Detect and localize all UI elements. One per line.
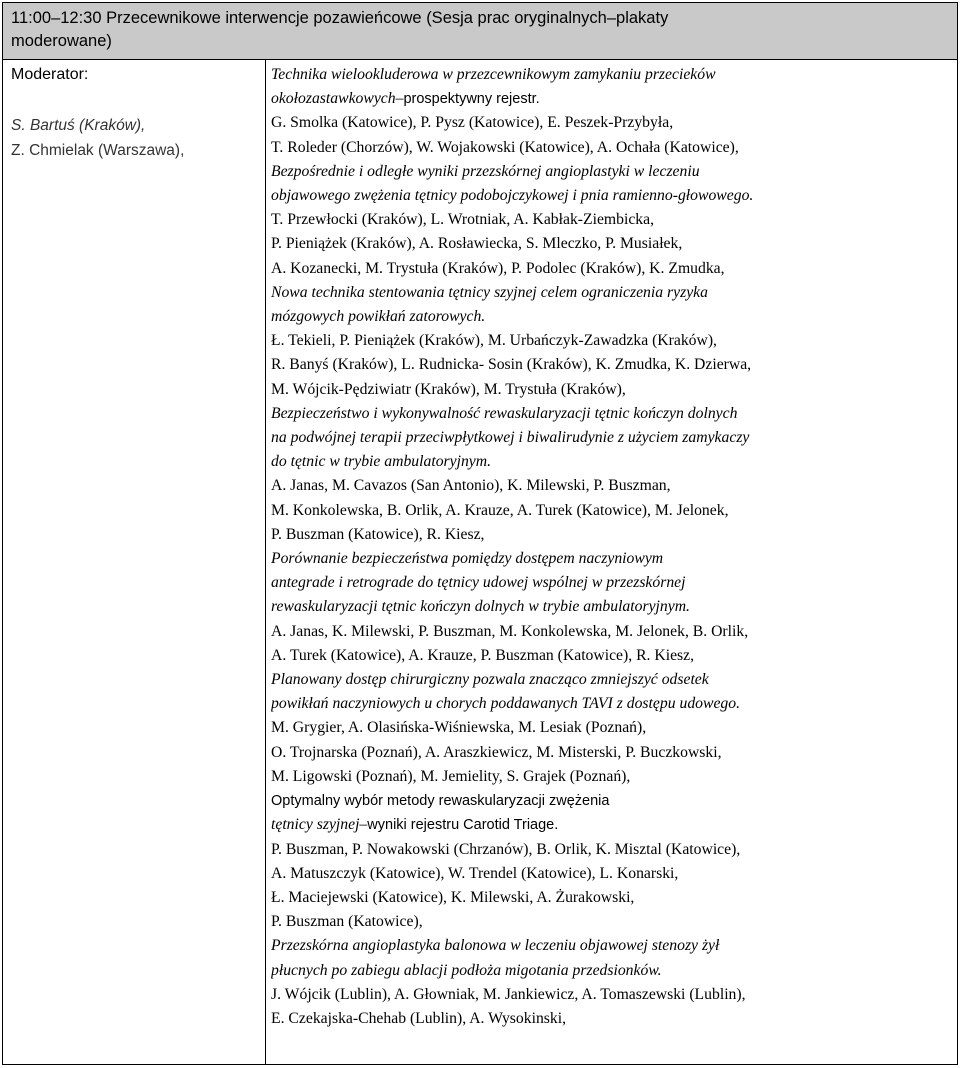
presentation-authors-line: A. Kozanecki, M. Trystuła (Kraków), P. Podolec (Kraków), K. Zmudka, [271, 259, 725, 277]
session-table [2, 59, 958, 1065]
title-text-italic: do tętnic w trybie ambulatoryjnym. [271, 453, 492, 471]
presentation-title-line [271, 450, 953, 474]
presentation-title-line [271, 402, 953, 426]
presentation-title-line [271, 813, 953, 837]
title-text-italic: na podwójnej terapii przeciwpłytkowej i biwalirudynie z użyciem zamykaczy [271, 429, 750, 447]
presentation-title-line [271, 160, 953, 184]
title-text-italic: okołozastawkowych– [271, 90, 404, 108]
title-text-italic: rewaskularyzacji tętnic kończyn dolnych w trybie ambulatoryjnym. [271, 598, 690, 616]
presentation-authors-line: O. Trojnarska (Poznań), A. Araszkiewicz, M. Misterski, P. Buczkowski, [271, 743, 722, 761]
presentation-entry [271, 281, 953, 402]
title-text-italic: Przezskórna angioplastyka balonowa w leczeniu objawowej stenozy żył [271, 937, 720, 955]
moderator-label: Moderator: [11, 66, 89, 83]
presentation-title-line [271, 87, 953, 111]
moderators-column [11, 63, 261, 163]
session-title-line-1: 11:00–12:30 Przecewnikowe interwencje pozawieńcowe (Sesja prac oryginalnych–plakaty [11, 9, 669, 27]
presentation-entry [271, 668, 953, 789]
title-text-italic: płucnych po zabiegu ablacji podłoża migotania przedsionków. [271, 961, 662, 979]
presentation-authors-line: E. Czekajska-Chehab (Lublin), A. Wysokinski, [271, 1009, 567, 1027]
presentation-authors-line: M. Grygier, A. Olasińska-Wiśniewska, M. Lesiak (Poznań), [271, 719, 647, 737]
presentation-title-line [271, 184, 953, 208]
presentation-authors-line: P. Buszman (Katowice), R. Kiesz, [271, 525, 485, 543]
presentation-title-line [271, 63, 953, 87]
presentation-title-line [271, 789, 953, 813]
presentation-title-line [271, 281, 953, 305]
presentation-entry [271, 547, 953, 668]
presentation-title-line [271, 959, 953, 983]
presentation-authors-line: M. Wójcik-Pędziwiatr (Kraków), M. Trystuła (Kraków), [271, 380, 626, 398]
session-header [2, 2, 958, 60]
title-text-italic: Bezpieczeństwo i wykonywalność rewaskularyzacji tętnic kończyn dolnych [271, 404, 738, 422]
presentation-title-line [271, 692, 953, 716]
title-text-plain: wyniki rejestru Carotid Triage. [367, 817, 559, 834]
presentation-title-line [271, 426, 953, 450]
presentation-entry [271, 160, 953, 281]
moderator-name-2: Z. Chmielak (Warszawa), [11, 142, 185, 159]
session-title-line-2: moderowane) [11, 32, 112, 50]
presentation-entry [271, 402, 953, 547]
title-text-italic: Porównanie bezpieczeństwa pomiędzy dostępem naczyniowym [271, 550, 664, 568]
title-text-italic: Bezpośrednie i odległe wyniki przezskórnej angioplastyki w leczeniu [271, 162, 700, 180]
presentation-authors-line: T. Roleder (Chorzów), W. Wojakowski (Katowice), A. Ochała (Katowice), [271, 138, 739, 156]
title-text-italic: tętnicy szyjnej– [271, 816, 368, 834]
presentation-authors-line: T. Przewłocki (Kraków), L. Wrotniak, A. Kabłak-Ziembicka, [271, 211, 655, 229]
title-text-plain: Optymalny wybór metody rewaskularyzacji zwężenia [271, 793, 610, 810]
presentation-authors-line: A. Janas, M. Cavazos (San Antonio), K. Milewski, P. Buszman, [271, 477, 671, 495]
presentation-title-line [271, 571, 953, 595]
presentation-authors-line: P. Buszman, P. Nowakowski (Chrzanów), B. Orlik, K. Misztal (Katowice), [271, 840, 741, 858]
title-text-italic: Technika wielookluderowa w przezcewnikowym zamykaniu przecieków [271, 66, 716, 83]
title-text-italic: powikłań naczyniowych u chorych poddawanych TAVI z dostępu udowego. [271, 695, 741, 713]
title-text-italic: Planowany dostęp chirurgiczny pozwala znacząco zmniejszyć odsetek [271, 671, 709, 689]
presentation-title-line [271, 668, 953, 692]
presentation-authors-line: A. Matuszczyk (Katowice), W. Trendel (Katowice), L. Konarski, [271, 864, 679, 882]
moderator-name-1: S. Bartuś (Kraków), [11, 117, 146, 134]
presentation-authors-line: Ł. Tekieli, P. Pieniążek (Kraków), M. Urbańczyk-Zawadzka (Kraków), [271, 332, 717, 350]
presentation-authors-line: G. Smolka (Katowice), P. Pysz (Katowice), E. Peszek-Przybyła, [271, 114, 674, 132]
presentation-entry [271, 63, 953, 160]
presentation-title-line [271, 305, 953, 329]
presentation-title-line [271, 547, 953, 571]
presentation-authors-line: M. Konkolewska, B. Orlik, A. Krauze, A. Turek (Katowice), M. Jelonek, [271, 501, 729, 519]
presentation-authors-line: J. Wójcik (Lublin), A. Głowniak, M. Jankiewicz, A. Tomaszewski (Lublin), [271, 985, 746, 1003]
title-text-italic: antegrade i retrograde do tętnicy udowej wspólnej w przezskórnej [271, 574, 686, 592]
presentation-authors-line: R. Banyś (Kraków), L. Rudnicka- Sosin (Kraków), K. Zmudka, K. Dzierwa, [271, 356, 752, 374]
title-text-plain: prospektywny rejestr. [403, 91, 540, 108]
presentation-title-line [271, 595, 953, 619]
presentation-authors-line: Ł. Maciejewski (Katowice), K. Milewski, A. Żurakowski, [271, 888, 635, 906]
presentation-authors-line: M. Ligowski (Poznań), M. Jemielity, S. Grajek (Poznań), [271, 767, 631, 785]
presentation-title-line [271, 934, 953, 958]
title-text-italic: Nowa technika stentowania tętnicy szyjnej celem ograniczenia ryzyka [271, 283, 708, 301]
presentation-entry [271, 934, 953, 1031]
presentation-authors-line: A. Janas, K. Milewski, P. Buszman, M. Konkolewska, M. Jelonek, B. Orlik, [271, 622, 749, 640]
presentation-entry [271, 789, 953, 934]
presentation-authors-line: A. Turek (Katowice), A. Krauze, P. Buszman (Katowice), R. Kiesz, [271, 646, 695, 664]
column-divider [265, 60, 266, 1064]
title-text-italic: mózgowych powikłań zatorowych. [271, 308, 486, 326]
title-text-italic: objawowego zwężenia tętnicy podobojczykowej i pnia ramienno-głowowego. [271, 187, 754, 205]
presentations-column [271, 63, 953, 1031]
presentation-authors-line: P. Pieniążek (Kraków), A. Rosławiecka, S. Mleczko, P. Musiałek, [271, 235, 683, 253]
presentation-authors-line: P. Buszman (Katowice), [271, 913, 423, 931]
